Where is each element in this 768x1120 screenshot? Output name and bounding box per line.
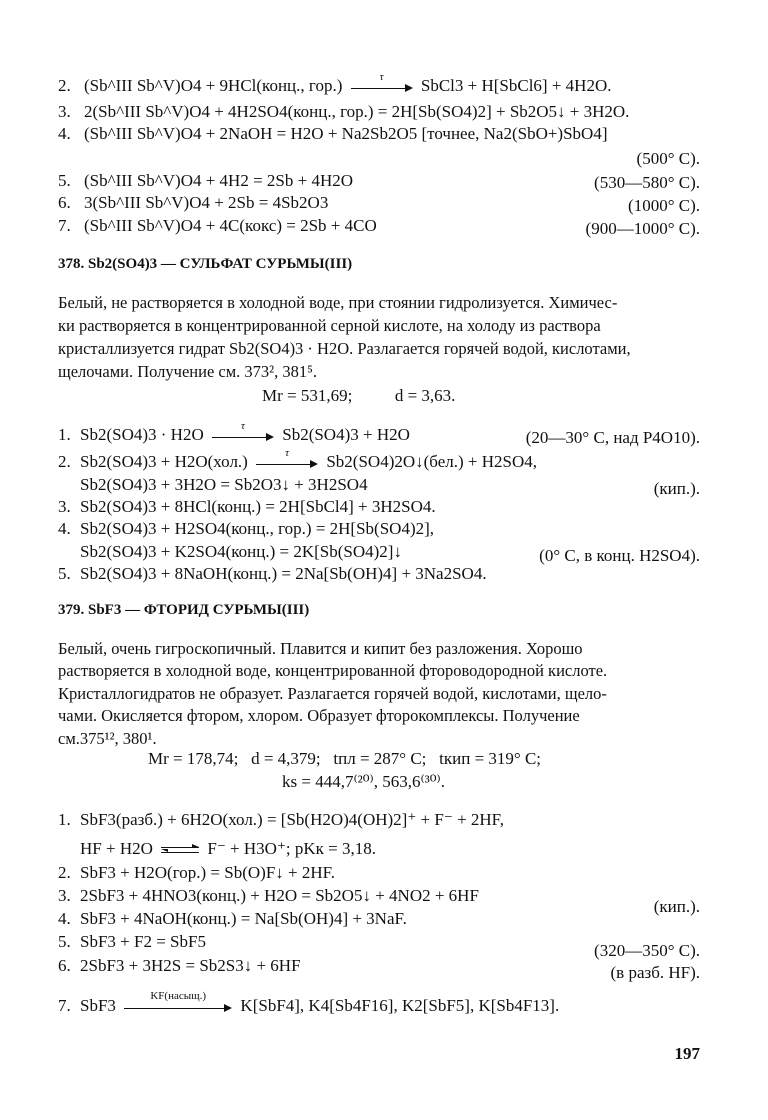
reaction-number: 1.	[58, 810, 71, 829]
reaction-right: F⁻ + H3O⁺; pKк = 3,18.	[207, 839, 377, 858]
properties-line: ks = 444,7⁽²⁰⁾, 563,6⁽³⁰⁾.	[282, 772, 445, 791]
reaction-number: 4.	[58, 124, 71, 143]
reaction-condition: (530—580° C).	[594, 173, 700, 192]
reaction-number: 2.	[58, 452, 71, 471]
reaction-condition: (кип.).	[653, 897, 700, 916]
reaction-number: 3.	[58, 886, 71, 905]
section-heading: 379. SbF3 — ФТОРИД СУРЬМЫ(III)	[58, 602, 310, 618]
reaction-text: SbF3 + H2O(гор.) = Sb(O)F↓ + 2HF.	[80, 863, 335, 882]
reaction-text: SbF3 + 4NaOH(конц.) = Na[Sb(OH)4] + 3NaF.	[80, 909, 407, 928]
reaction-condition: (1000° C).	[628, 196, 700, 215]
right-arrow-icon	[124, 990, 232, 1014]
right-arrow-icon	[212, 420, 274, 443]
reaction-left: SbF3	[80, 996, 116, 1015]
reaction-condition: (900—1000° C).	[585, 219, 700, 238]
reaction-number: 6.	[58, 956, 71, 975]
paragraph-line: растворяется в холодной воде, концентрированной фтороводородной кислоте.	[58, 661, 608, 680]
reaction-condition: (кип.).	[653, 479, 700, 498]
reaction-number: 7.	[58, 996, 71, 1015]
reaction-line	[80, 420, 410, 445]
right-arrow-icon	[351, 71, 413, 94]
reaction-number: 3.	[58, 102, 71, 121]
paragraph-line: чами. Окисляется фтором, хлором. Образует фторокомплексы. Получение	[58, 706, 580, 725]
page-number: 197	[674, 1044, 700, 1063]
reaction-text: (Sb^III Sb^V)O4 + 4H2 = 2Sb + 4H2O	[84, 171, 354, 190]
properties-line: Mr = 178,74; d = 4,379; tпл = 287° C; tкип = 319° C;	[148, 749, 542, 768]
right-arrow-icon	[256, 447, 318, 470]
reaction-number: 2.	[58, 863, 71, 882]
reaction-text: Sb2(SO4)3 + 3H2O = Sb2O3↓ + 3H2SO4	[80, 475, 368, 494]
arrow-label: τ	[285, 447, 290, 460]
reaction-number: 7.	[58, 216, 71, 235]
reaction-line	[80, 447, 538, 472]
reaction-left: Sb2(SO4)3 · H2O	[80, 425, 204, 444]
reaction-left: Sb2(SO4)3 + H2O(хол.)	[80, 452, 248, 471]
reaction-left: (Sb^III Sb^V)O4 + 9HCl(конц., гор.)	[84, 76, 343, 95]
reaction-number: 5.	[58, 171, 71, 190]
reaction-right: Sb2(SO4)2O↓(бел.) + H2SO4,	[326, 452, 538, 471]
reaction-condition: (в разб. HF).	[610, 963, 700, 982]
paragraph-line: Белый, очень гигроскопичный. Плавится и кипит без разложения. Хорошо	[58, 639, 583, 658]
reaction-text: 2SbF3 + 3H2S = Sb2S3↓ + 6HF	[80, 956, 301, 975]
paragraph-line: Кристаллогидратов не образует. Разлагается горячей водой, кислотами, щело-	[58, 684, 607, 703]
reaction-condition: (320—350° C).	[594, 941, 700, 960]
reaction-text: 2(Sb^III Sb^V)O4 + 4H2SO4(конц., гор.) = 2H[Sb(SO4)2] + Sb2O5↓ + 3H2O.	[84, 102, 630, 121]
reaction-text: Sb2(SO4)3 + K2SO4(конц.) = 2K[Sb(SO4)2]↓	[80, 542, 402, 561]
properties-line: Mr = 531,69; d = 3,63.	[262, 386, 456, 405]
reaction-text: 2SbF3 + 4HNO3(конц.) + H2O = Sb2O5↓ + 4NO2 + 6HF	[80, 886, 479, 905]
reaction-number: 5.	[58, 932, 71, 951]
paragraph-line: ки растворяется в концентрированной серной кислоте, на холоду из раствора	[58, 316, 601, 335]
equilibrium-arrow-icon	[161, 843, 199, 857]
reaction-line	[80, 990, 560, 1016]
reaction-right: Sb2(SO4)3 + H2O	[282, 425, 410, 444]
arrow-label: KF(насыщ.)	[150, 990, 206, 1003]
reaction-text: Sb2(SO4)3 + 8HCl(конц.) = 2H[SbCl4] + 3H2SO4.	[80, 497, 436, 516]
paragraph-line: щелочами. Получение см. 373², 381⁵.	[58, 362, 317, 381]
reaction-condition: (20—30° C, над P4O10).	[525, 428, 700, 447]
reaction-left: HF + H2O	[80, 839, 153, 858]
reaction-number: 1.	[58, 425, 71, 444]
reaction-text: (Sb^III Sb^V)O4 + 2NaOH = H2O + Na2Sb2O5 [точнее, Na2(SbO+)SbO4]	[84, 124, 608, 143]
reaction-line	[84, 71, 612, 96]
section-heading: 378. Sb2(SO4)3 — СУЛЬФАТ СУРЬМЫ(III)	[58, 256, 353, 272]
paragraph-line: Белый, не растворяется в холодной воде, при стоянии гидролизуется. Химичес-	[58, 293, 618, 312]
paragraph-line: кристаллизуется гидрат Sb2(SO4)3 · H2O. Разлагается горячей водой, кислотами,	[58, 339, 631, 358]
arrow-label: τ	[379, 71, 384, 84]
reaction-number: 4.	[58, 909, 71, 928]
reaction-text: SbF3 + F2 = SbF5	[80, 932, 206, 951]
reaction-number: 2.	[58, 76, 71, 95]
reaction-condition: (500° C).	[636, 149, 700, 168]
reaction-right: K[SbF4], K4[Sb4F16], K2[SbF5], K[Sb4F13].	[240, 996, 560, 1015]
reaction-text: 3(Sb^III Sb^V)O4 + 2Sb = 4Sb2O3	[84, 193, 329, 212]
reaction-condition: (0° C, в конц. H2SO4).	[539, 546, 700, 565]
reaction-text: Sb2(SO4)3 + H2SO4(конц., гор.) = 2H[Sb(SO4)2],	[80, 519, 435, 538]
reaction-text: SbF3(разб.) + 6H2O(хол.) = [Sb(H2O)4(OH)2]⁺ + F⁻ + 2HF,	[80, 810, 505, 829]
reaction-number: 6.	[58, 193, 71, 212]
paragraph-line: см.375¹², 380¹.	[58, 729, 157, 748]
reaction-number: 4.	[58, 519, 71, 538]
reaction-text: Sb2(SO4)3 + 8NaOH(конц.) = 2Na[Sb(OH)4] + 3Na2SO4.	[80, 564, 487, 583]
reaction-line	[80, 839, 376, 859]
reaction-text: (Sb^III Sb^V)O4 + 4C(кокс) = 2Sb + 4CO	[84, 216, 377, 235]
reaction-right: SbCl3 + H[SbCl6] + 4H2O.	[420, 76, 612, 95]
reaction-number: 3.	[58, 497, 71, 516]
arrow-label: τ	[241, 420, 245, 433]
reaction-number: 5.	[58, 564, 71, 583]
